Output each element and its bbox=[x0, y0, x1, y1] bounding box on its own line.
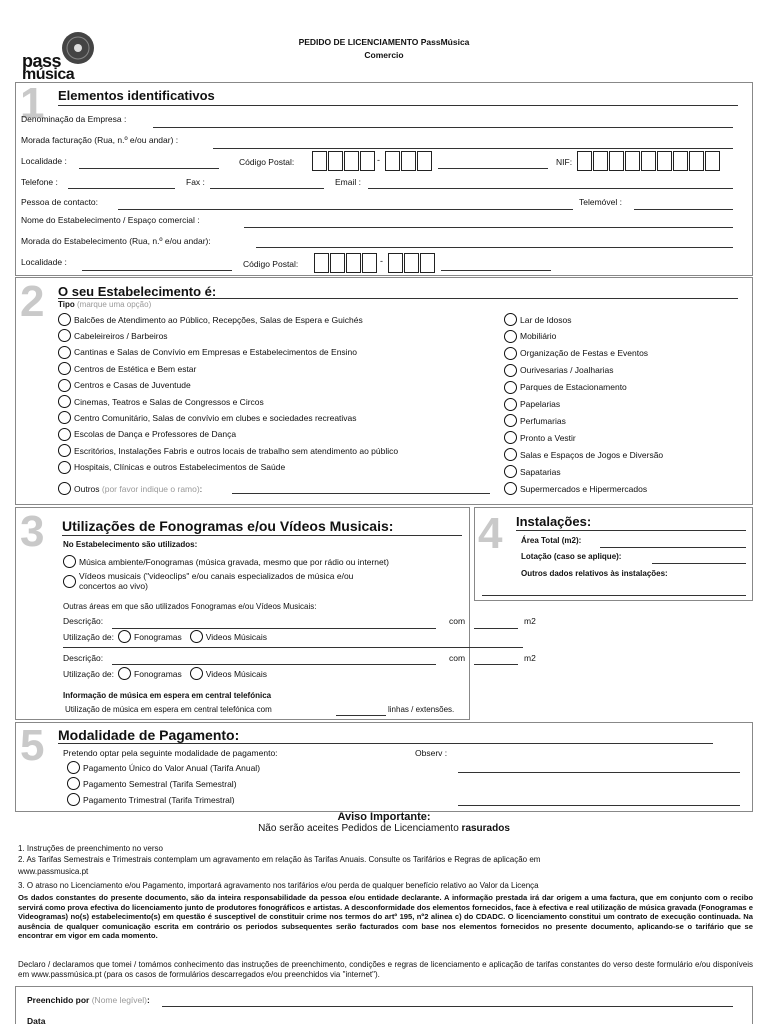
establishment-option-right-4-label: Parques de Estacionamento bbox=[520, 382, 627, 393]
radio-outros[interactable] bbox=[58, 482, 71, 495]
establishment-option-right-2-label: Organização de Festas e Eventos bbox=[520, 348, 649, 359]
lotacao-label: Lotação (caso se aplique): bbox=[521, 552, 622, 561]
denominacao-label: Denominação da Empresa : bbox=[21, 114, 127, 124]
establishment-option-right-4-radio[interactable] bbox=[504, 381, 517, 394]
payment-intro: Pretendo optar pela seguinte modalidade de pagamento: bbox=[63, 748, 278, 758]
establishment-option-left-6-label: Centro Comunitário, Salas de convívio em clubes e sociedades recreativas bbox=[74, 412, 357, 423]
localidade2-field[interactable] bbox=[82, 270, 232, 271]
preenchido-field[interactable] bbox=[162, 1006, 733, 1007]
establishment-option-left-3-radio[interactable] bbox=[58, 362, 71, 375]
section-3-usage bbox=[15, 507, 470, 720]
nif-label: NIF: bbox=[556, 157, 573, 167]
establishment-option-right-2-radio[interactable] bbox=[504, 347, 517, 360]
payment-option-0-radio[interactable] bbox=[67, 761, 80, 774]
establishment-option-right-7-label: Pronto a Vestir bbox=[520, 432, 576, 443]
establishment-option-right-0-label: Lar de Idosos bbox=[520, 314, 572, 325]
codigo-postal-boxes-b[interactable] bbox=[385, 151, 433, 171]
establishment-option-right-8[interactable] bbox=[504, 448, 663, 461]
establishment-option-right-9[interactable] bbox=[504, 465, 561, 478]
codigo-postal-label: Código Postal: bbox=[239, 157, 295, 167]
establishment-option-left-9-radio[interactable] bbox=[58, 461, 71, 474]
establishment-option-left-0-radio[interactable] bbox=[58, 313, 71, 326]
establishment-option-left-7-radio[interactable] bbox=[58, 428, 71, 441]
lotacao-field[interactable] bbox=[652, 563, 746, 564]
info-espera-text: Utilização de música em espera em central telefónica com bbox=[65, 705, 272, 714]
establishment-option-left-4-radio[interactable] bbox=[58, 379, 71, 392]
option-videos-musicais[interactable]: Vídeos musicais ("videoclips" e/ou canais especializados de música e/ou concertos ao vivo) bbox=[63, 571, 353, 591]
note-1: 1. Instruções de preenchimento no verso bbox=[18, 844, 163, 853]
establishment-option-left-7[interactable] bbox=[58, 428, 236, 441]
establishment-option-left-2-label: Cantinas e Salas de Convívio em Empresas e Estabelecimentos de Ensino bbox=[74, 347, 358, 358]
section-1-number: 1 bbox=[20, 79, 45, 128]
email-label: Email : bbox=[335, 177, 361, 187]
telemovel-label: Telemóvel : bbox=[579, 197, 622, 207]
codigo-postal2-boxes-a[interactable] bbox=[314, 253, 378, 273]
establishment-option-left-3[interactable] bbox=[58, 362, 196, 375]
establishment-option-right-10-radio[interactable] bbox=[504, 482, 517, 495]
establishment-option-left-1-radio[interactable] bbox=[58, 329, 71, 342]
note-2: 2. As Tarifas Semestrais e Trimestrais contemplam um agravamento em relação às Tarifas Anuais. Consulte os Tarifários e Regras de aplicação em bbox=[18, 855, 541, 864]
morada-estabelecimento-field[interactable] bbox=[256, 247, 733, 248]
establishment-option-right-9-label: Sapatarias bbox=[520, 466, 561, 477]
establishment-option-left-1-label: Cabeleireiros / Barbeiros bbox=[74, 330, 168, 341]
nome-estabelecimento-field[interactable] bbox=[244, 227, 733, 228]
area-total-field[interactable] bbox=[600, 547, 746, 548]
form-subtitle: Comercio bbox=[364, 50, 404, 60]
descricao-field-2[interactable] bbox=[112, 664, 436, 665]
section-2-number: 2 bbox=[20, 277, 45, 326]
establishment-option-right-1-label: Mobiliário bbox=[520, 331, 557, 342]
establishment-option-right-3[interactable] bbox=[504, 364, 614, 377]
preenchido-label: Preenchido por bbox=[27, 995, 90, 1005]
establishment-option-right-5[interactable] bbox=[504, 398, 560, 411]
payment-option-0-label: Pagamento Único do Valor Anual (Tarifa Anual) bbox=[83, 762, 261, 773]
nome-legivel-hint: (Nome legível) bbox=[91, 995, 147, 1005]
option-musica-ambiente[interactable]: Música ambiente/Fonogramas (música gravada, mesmo que por rádio ou internet) bbox=[63, 555, 389, 568]
form-title: PEDIDO DE LICENCIAMENTO PassMúsica bbox=[298, 37, 470, 47]
area-field-2[interactable] bbox=[474, 664, 518, 665]
radio-videos-2[interactable] bbox=[190, 667, 203, 680]
data-label: Data bbox=[27, 1016, 46, 1024]
establishment-option-right-6[interactable] bbox=[504, 414, 566, 427]
pessoa-contacto-label: Pessoa de contacto: bbox=[21, 197, 99, 207]
note-3: 3. O atraso no Licenciamento e/ou Pagamento, importará agravamento nos tarifários e/ou perda de qualquer benefício relativo ao Valor da Licença bbox=[18, 881, 539, 890]
establishment-option-left-1[interactable] bbox=[58, 329, 168, 342]
establishment-option-left-2[interactable] bbox=[58, 346, 357, 359]
telefone-label: Telefone : bbox=[21, 177, 58, 187]
vinyl-disc-icon bbox=[58, 30, 98, 66]
area-field-1[interactable] bbox=[474, 628, 518, 629]
tipo-label: Tipo bbox=[58, 300, 75, 309]
establishment-option-left-9-label: Hospitais, Clínicas e outros Estabelecimentos de Saúde bbox=[74, 462, 286, 473]
section-5-title: Modalidade de Pagamento: bbox=[58, 727, 240, 743]
establishment-option-left-5[interactable] bbox=[58, 395, 264, 408]
establishment-option-right-0-radio[interactable] bbox=[504, 313, 517, 326]
establishment-option-left-6-radio[interactable] bbox=[58, 411, 71, 424]
option-outros-label: Outros bbox=[74, 483, 100, 494]
outras-areas-label: Outras áreas em que são utilizados Fonogramas e/ou Vídeos Musicais: bbox=[63, 602, 317, 611]
codigo-postal2-boxes-b[interactable] bbox=[388, 253, 436, 273]
establishment-option-left-2-radio[interactable] bbox=[58, 346, 71, 359]
establishment-option-right-6-radio[interactable] bbox=[504, 414, 517, 427]
signature-box bbox=[15, 986, 753, 1024]
establishment-option-left-3-label: Centros de Estética e Bem estar bbox=[74, 363, 197, 374]
nif-boxes[interactable] bbox=[577, 151, 721, 171]
establishment-option-left-6[interactable] bbox=[58, 411, 357, 424]
codigo-postal2-label: Código Postal: bbox=[243, 259, 299, 269]
denominacao-field[interactable] bbox=[153, 127, 733, 128]
payment-option-1-label: Pagamento Semestral (Tarifa Semestral) bbox=[83, 778, 237, 789]
payment-option-0[interactable] bbox=[67, 761, 260, 774]
codigo-postal-locality-field[interactable] bbox=[438, 168, 548, 169]
establishment-option-right-3-radio[interactable] bbox=[504, 364, 517, 377]
establishment-option-right-7-radio[interactable] bbox=[504, 431, 517, 444]
establishment-option-left-7-label: Escolas de Dança e Professores de Dança bbox=[74, 429, 237, 440]
section-3-subtitle: No Estabelecimento são utilizados: bbox=[63, 540, 198, 549]
establishment-option-right-1-radio[interactable] bbox=[504, 330, 517, 343]
establishment-option-left-4-label: Centros e Casas de Juventude bbox=[74, 380, 191, 391]
establishment-option-left-8-radio[interactable] bbox=[58, 444, 71, 457]
localidade-label: Localidade : bbox=[21, 156, 67, 166]
disclaimer-bold: Os dados constantes do presente documento, são da inteira responsabilidade da pessoa e/ou entidade declarante. A informação prestada irá dar origem a uma factura, que em conjunto com o recibo servirá como prova efectiva do licenciamento junto de produtores fonográficos e artistas. A desconformidade dos elementos fornecidos, face à efectiva e real utilização de música gravada (Fonogramas e Videogramas) no(s) estabelecimento(s) em questão é susceptivel de constituir crime nos termos do artº 195, nº2 alinea c) do CDADC. O licenciamento constitui um contrato de execução continuada. Na ausência de qualquer comunicação escrita em contrário os periodos subsequentes serão facturados com base nos elementos fornecidos no presente documento, aplicando-se o tarifário que se encontrar em vigor em cada momento. bbox=[18, 893, 753, 941]
establishment-option-left-4[interactable] bbox=[58, 379, 191, 392]
outros-dados-label: Outros dados relativos às instalações: bbox=[521, 569, 668, 578]
establishment-option-right-4[interactable] bbox=[504, 381, 627, 394]
morada-facturacao-label: Morada facturação (Rua, n.º e/ou andar) : bbox=[21, 135, 179, 145]
outros-dados-field[interactable] bbox=[482, 595, 746, 596]
descricao-label-2: Descrição: bbox=[63, 653, 104, 663]
establishment-option-right-5-label: Papelarias bbox=[520, 399, 561, 409]
logo-text-musica: música bbox=[22, 66, 75, 83]
payment-option-2-label: Pagamento Trimestral (Tarifa Trimestral) bbox=[83, 794, 235, 805]
section-3-number: 3 bbox=[20, 507, 45, 556]
payment-option-1[interactable] bbox=[67, 777, 237, 790]
tipo-hint: (marque uma opção) bbox=[76, 300, 152, 309]
establishment-option-left-5-label: Cinemas, Teatros e Salas de Congressos e Circos bbox=[74, 396, 264, 407]
telefone-field[interactable] bbox=[68, 188, 175, 189]
section-1-title: Elementos identificativos bbox=[58, 88, 215, 103]
payment-option-2-radio[interactable] bbox=[67, 793, 80, 806]
establishment-option-right-7[interactable] bbox=[504, 431, 576, 444]
observ-field-1[interactable] bbox=[458, 772, 740, 773]
logo-text-pass: pass bbox=[22, 51, 62, 71]
pessoa-contacto-field[interactable] bbox=[118, 209, 573, 210]
establishment-option-right-3-label: Ourivesarias / Joalharias bbox=[520, 365, 614, 376]
utilizacao-row-2: Utilização de: Fonogramas Videos Músicais bbox=[63, 668, 268, 679]
radio-musica-ambiente[interactable] bbox=[63, 555, 76, 568]
morada-estabelecimento-label: Morada do Estabelecimento (Rua, n.º e/ou andar): bbox=[21, 236, 211, 246]
localidade2-label: Localidade : bbox=[21, 257, 67, 267]
codigo-postal-boxes-a[interactable] bbox=[312, 151, 376, 171]
aviso-title: Aviso Importante: bbox=[337, 811, 431, 823]
payment-option-2[interactable] bbox=[67, 793, 235, 806]
establishment-option-right-5-radio[interactable] bbox=[504, 398, 517, 411]
nome-estabelecimento-label: Nome do Estabelecimento / Espaço comercial : bbox=[21, 215, 200, 225]
declaration-text: Declaro / declaramos que tomei / tomámos conhecimento das instruções de preenchimento, condições e regras de licenciamento e aplicação de tarifas constantes do verso deste formulário e/ou disponíveis em www.passmúsica.pt (para os casos de formulários descarregados e/ou preenchidos via "internet"). bbox=[18, 960, 753, 979]
establishment-option-right-0[interactable] bbox=[504, 313, 572, 326]
establishment-option-left-0[interactable] bbox=[58, 313, 363, 326]
section-2-title: O seu Estabelecimento é: bbox=[58, 284, 217, 299]
observ-field-2[interactable] bbox=[458, 805, 740, 806]
observ-label: Observ : bbox=[415, 748, 448, 758]
establishment-option-right-10-label: Supermercados e Hipermercados bbox=[520, 483, 648, 494]
info-espera-title: Informação de música em espera em central telefónica bbox=[63, 691, 272, 700]
morada-facturacao-field[interactable] bbox=[213, 148, 733, 149]
establishment-option-right-9-radio[interactable] bbox=[504, 465, 517, 478]
descricao-label-1: Descrição: bbox=[63, 616, 104, 626]
radio-fonogramas-1[interactable] bbox=[118, 630, 131, 643]
radio-videos-musicais[interactable] bbox=[63, 575, 76, 588]
fax-label: Fax : bbox=[186, 177, 205, 187]
aviso-text: Não serão aceites Pedidos de Licenciamento rasurados bbox=[258, 823, 510, 834]
radio-videos-1[interactable] bbox=[190, 630, 203, 643]
establishment-option-right-1[interactable] bbox=[504, 330, 556, 343]
codigo-postal2-locality-field[interactable] bbox=[441, 270, 551, 271]
establishment-option-right-6-label: Perfumarias bbox=[520, 415, 566, 426]
establishment-option-left-9[interactable] bbox=[58, 461, 285, 474]
establishment-option-left-8-label: Escritórios, Instalações Fabris e outros locais de trabalho sem atendimento ao público bbox=[74, 445, 399, 456]
area-total-label: Área Total (m2): bbox=[521, 536, 582, 545]
establishment-option-right-8-radio[interactable] bbox=[504, 448, 517, 461]
establishment-option-left-5-radio[interactable] bbox=[58, 395, 71, 408]
payment-option-1-radio[interactable] bbox=[67, 777, 80, 790]
establishment-option-right-8-label: Salas e Espaços de Jogos e Diversão bbox=[520, 449, 664, 460]
note-2-link[interactable]: www.passmusica.pt bbox=[18, 867, 89, 876]
telemovel-field[interactable] bbox=[634, 209, 733, 210]
outros-field[interactable] bbox=[232, 493, 490, 494]
section-5-number: 5 bbox=[20, 721, 45, 770]
passmusica-logo bbox=[20, 30, 100, 83]
establishment-option-right-2[interactable] bbox=[504, 347, 648, 360]
fax-field[interactable] bbox=[210, 188, 324, 189]
linhas-field[interactable] bbox=[336, 715, 386, 716]
radio-fonogramas-2[interactable] bbox=[118, 667, 131, 680]
localidade-field[interactable] bbox=[79, 168, 219, 169]
section-3-title: Utilizações de Fonogramas e/ou Vídeos Musicais: bbox=[62, 518, 394, 534]
utilizacao-row-1: Utilização de: Fonogramas Videos Músicais bbox=[63, 631, 268, 642]
option-outros[interactable]: Outros (por favor indique o ramo) : bbox=[58, 482, 202, 495]
section-4-title: Instalações: bbox=[516, 514, 592, 529]
email-field[interactable] bbox=[368, 188, 733, 189]
descricao-field-1[interactable] bbox=[112, 628, 436, 629]
section-4-number: 4 bbox=[478, 509, 503, 558]
establishment-option-right-10[interactable] bbox=[504, 482, 647, 495]
establishment-option-left-8[interactable] bbox=[58, 444, 398, 457]
establishment-option-left-0-label: Balcões de Atendimento ao Público, Recepções, Salas de Espera e Guichés bbox=[74, 314, 363, 325]
